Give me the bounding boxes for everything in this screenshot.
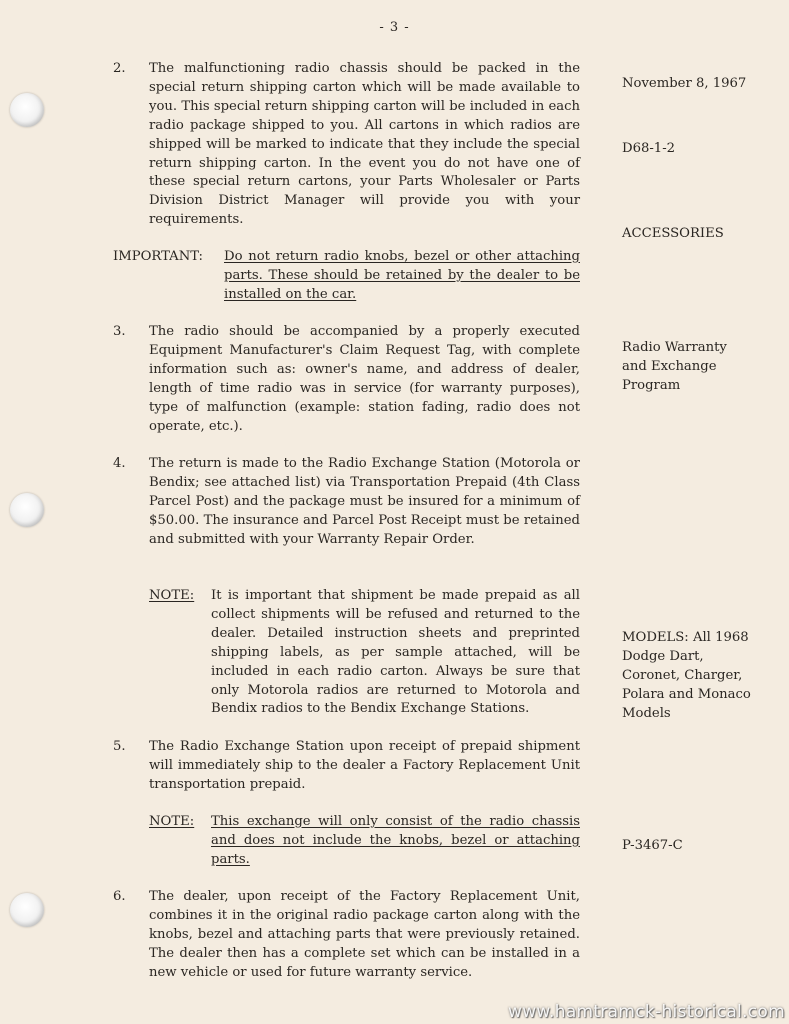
- item-text: The return is made to the Radio Exchange Station (Motorola or Bendix; see attached list) via Transportation Prepaid (4th Class Parcel Post) and the package must be insured for a minimum of $50.00. The insurance and Parcel Post Receipt must be retained and submitted with your Warranty Repair Order.: [149, 456, 580, 547]
- note-text: It is important that shipment be made prepaid as all collect shipments will be refused and returned to the dealer. Detailed instruction sheets and preprinted shipping labels, as per sample attached, will be included in each radio carton. Always be sure that only Motorola radios are returned to Motorola and Bendix radios to the Bendix Exchange Stations.: [211, 588, 580, 717]
- site-watermark: www.hamtramck-historical.com: [508, 1002, 785, 1022]
- sidebar-reference: P-3467-C: [622, 838, 683, 853]
- page-number: - 3 -: [379, 20, 410, 35]
- item-number: 4.: [113, 456, 126, 471]
- item-text: The radio should be accompanied by a properly executed Equipment Manufacturer's Claim Request Tag, with complete information such as: owner's name, and address of dealer, length of time radio was in service (for warranty purposes), type of malfunction (example: station fading, radio does not operate, etc.).: [149, 324, 580, 434]
- sidebar-models: MODELS: All 1968 Dodge Dart, Coronet, Charger, Polara and Monaco Models: [622, 630, 751, 721]
- item-number: 6.: [113, 889, 126, 904]
- binder-hole: [10, 93, 44, 127]
- item-number: 2.: [113, 61, 126, 76]
- binder-hole: [10, 493, 44, 527]
- important-text: Do not return radio knobs, bezel or other attaching parts. These should be retained by the dealer to be installed on the car.: [224, 249, 580, 302]
- item-text: The dealer, upon receipt of the Factory Replacement Unit, combines it in the original radio package carton along with the knobs, bezel and attaching parts that were previously retained. The dealer then has a complete set which can be installed in a new vehicle or used for future warranty service.: [149, 889, 580, 980]
- item-number: 3.: [113, 324, 126, 339]
- note-label: NOTE:: [149, 814, 195, 829]
- important-label: IMPORTANT:: [113, 249, 203, 264]
- sidebar-category: ACCESSORIES: [622, 226, 724, 241]
- binder-hole: [10, 893, 44, 927]
- item-text: The malfunctioning radio chassis should be packed in the special return shipping carton which will be made available to you. This special return shipping carton will be included in each radio package shipped to you. All cartons in which radios are shipped will be marked to indicate that they include the special return shipping carton. In the event you do not have one of these special return cartons, your Parts Wholesaler or Parts Division District Manager will provide you with your requirements.: [149, 61, 580, 228]
- note-text: This exchange will only consist of the radio chassis and does not include the knobs, bezel or attaching parts.: [211, 814, 580, 867]
- note-label: NOTE:: [149, 588, 195, 603]
- sidebar-subject: Radio Warranty and Exchange Program: [622, 340, 727, 393]
- item-number: 5.: [113, 739, 126, 754]
- sidebar-code: D68-1-2: [622, 141, 676, 156]
- sidebar-date: November 8, 1967: [622, 76, 747, 91]
- item-text: The Radio Exchange Station upon receipt of prepaid shipment will immediately ship to the dealer a Factory Replacement Unit transportation prepaid.: [149, 739, 580, 792]
